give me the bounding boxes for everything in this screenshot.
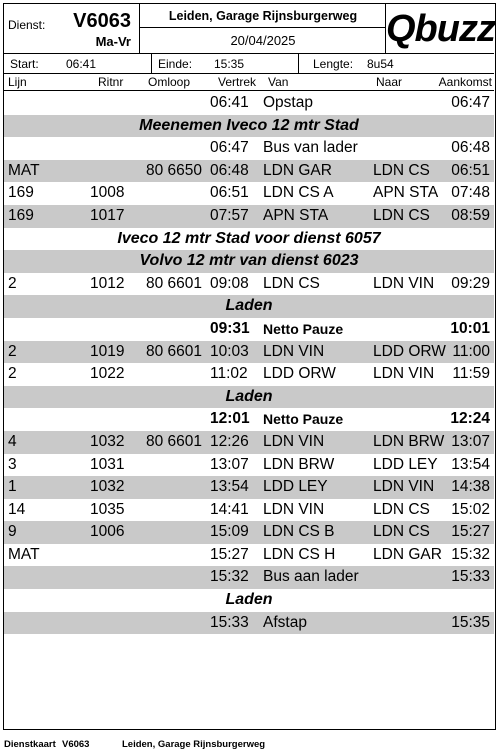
cell-aankomst: 07:48 bbox=[451, 184, 490, 202]
cell-aankomst: 06:51 bbox=[451, 161, 490, 179]
cell-aankomst: 13:54 bbox=[451, 455, 490, 473]
einde-value: 15:35 bbox=[214, 57, 245, 71]
section-title: Meenemen Iveco 12 mtr Stad bbox=[139, 116, 359, 134]
dienst-label: Dienst: bbox=[8, 18, 46, 32]
section-row bbox=[4, 295, 494, 318]
footer-label: Dienstkaart bbox=[4, 739, 56, 750]
start-value: 06:41 bbox=[66, 57, 97, 71]
cell-lijn: 14 bbox=[8, 500, 26, 518]
trip-row bbox=[4, 273, 494, 296]
trip-row bbox=[4, 160, 494, 183]
cell-van: APN STA bbox=[263, 206, 329, 224]
section-row bbox=[4, 386, 494, 409]
cell-vertrek: 06:47 bbox=[210, 139, 249, 157]
garage-name: Leiden, Garage Rijnsburgerweg bbox=[140, 4, 386, 28]
cell-naar: LDD ORW bbox=[373, 342, 446, 360]
trip-row bbox=[4, 431, 494, 454]
cell-van: LDN BRW bbox=[263, 455, 335, 473]
einde-label: Einde: bbox=[158, 57, 193, 71]
cell-aankomst: 10:01 bbox=[450, 319, 490, 337]
col-ritnr: Ritnr bbox=[98, 75, 124, 89]
trip-row bbox=[4, 566, 494, 589]
cell-aankomst: 06:48 bbox=[451, 139, 490, 157]
cell-aankomst: 14:38 bbox=[451, 478, 490, 496]
cell-lijn: 2 bbox=[8, 365, 17, 383]
cell-lijn: 169 bbox=[8, 206, 34, 224]
qbuzz-logo: Qbuzz bbox=[386, 8, 495, 50]
cell-van: LDN VIN bbox=[263, 342, 325, 360]
cell-naar: LDN GAR bbox=[373, 545, 442, 563]
cell-vertrek: 13:07 bbox=[210, 455, 249, 473]
pause-row bbox=[4, 408, 494, 431]
trip-row bbox=[4, 454, 494, 477]
cell-ritnr: 1032 bbox=[90, 432, 125, 450]
cell-omloop: 80 6601 bbox=[146, 342, 203, 360]
cell-aankomst: 13:07 bbox=[451, 432, 490, 450]
cell-van: Netto Pauze bbox=[263, 411, 344, 428]
cell-vertrek: 14:41 bbox=[210, 500, 249, 518]
cell-van: LDN VIN bbox=[263, 432, 325, 450]
cell-ritnr: 1019 bbox=[90, 342, 125, 360]
section-row bbox=[4, 228, 494, 251]
trip-row bbox=[4, 521, 494, 544]
cell-naar: LDN BRW bbox=[373, 432, 445, 450]
cell-vertrek: 07:57 bbox=[210, 206, 249, 224]
section-title: Laden bbox=[225, 591, 273, 609]
cell-vertrek: 15:09 bbox=[210, 523, 249, 541]
cell-lijn: 4 bbox=[8, 432, 17, 450]
trip-row bbox=[4, 92, 494, 115]
cell-van: LDD ORW bbox=[263, 365, 336, 383]
cell-van: LDN CS A bbox=[263, 184, 334, 202]
cell-ritnr: 1035 bbox=[90, 500, 125, 518]
cell-van: LDN CS B bbox=[263, 523, 335, 541]
cell-lijn: 2 bbox=[8, 274, 17, 292]
cell-vertrek: 12:01 bbox=[210, 410, 250, 428]
cell-aankomst: 11:59 bbox=[452, 365, 490, 383]
cell-van: LDN CS bbox=[263, 274, 320, 292]
card-header bbox=[4, 4, 494, 54]
cell-van: LDN GAR bbox=[263, 161, 332, 179]
lengte-label: Lengte: bbox=[313, 57, 354, 71]
cell-aankomst: 15:27 bbox=[451, 523, 490, 541]
garage-date-box bbox=[140, 4, 386, 54]
cell-naar: LDN CS bbox=[373, 500, 430, 518]
start-label: Start: bbox=[10, 57, 39, 71]
trip-row bbox=[4, 363, 494, 386]
cell-naar: LDN CS bbox=[373, 523, 430, 541]
cell-ritnr: 1022 bbox=[90, 365, 125, 383]
logo-box bbox=[386, 4, 494, 54]
cell-omloop: 80 6650 bbox=[146, 161, 203, 179]
cell-vertrek: 09:31 bbox=[210, 319, 250, 337]
cell-lijn: 3 bbox=[8, 455, 17, 473]
service-card bbox=[3, 3, 496, 730]
cell-aankomst: 08:59 bbox=[451, 206, 490, 224]
cell-vertrek: 06:48 bbox=[210, 161, 249, 179]
trip-row bbox=[4, 544, 494, 567]
cell-vertrek: 09:08 bbox=[210, 274, 249, 292]
col-naar: Naar bbox=[376, 75, 403, 89]
column-header bbox=[4, 74, 494, 91]
cell-vertrek: 06:51 bbox=[210, 184, 249, 202]
cell-van: LDD LEY bbox=[263, 478, 328, 496]
cell-van: Netto Pauze bbox=[263, 320, 344, 337]
times-row bbox=[4, 54, 494, 74]
col-lijn: Lijn bbox=[8, 75, 27, 89]
cell-vertrek: 15:32 bbox=[210, 568, 249, 586]
lengte-value: 8u54 bbox=[367, 57, 394, 71]
trip-row bbox=[4, 137, 494, 160]
section-title: Laden bbox=[225, 297, 273, 315]
cell-aankomst: 15:32 bbox=[451, 545, 490, 563]
cell-lijn: 169 bbox=[8, 184, 34, 202]
cell-naar: LDN VIN bbox=[373, 365, 435, 383]
cell-omloop: 80 6601 bbox=[146, 432, 203, 450]
cell-ritnr: 1031 bbox=[90, 455, 125, 473]
cell-lijn: MAT bbox=[8, 161, 40, 179]
col-vertrek: Vertrek bbox=[218, 75, 257, 89]
cell-van: Opstap bbox=[263, 94, 313, 111]
cell-van: Bus aan lader bbox=[263, 568, 359, 586]
cell-vertrek: 15:27 bbox=[210, 545, 249, 563]
cell-lijn: 1 bbox=[8, 478, 17, 496]
cell-aankomst: 15:35 bbox=[451, 613, 490, 631]
cell-vertrek: 12:26 bbox=[210, 432, 249, 450]
cell-van: LDN VIN bbox=[263, 500, 325, 518]
trip-row bbox=[4, 205, 494, 228]
section-row bbox=[4, 589, 494, 612]
section-title: Laden bbox=[225, 387, 273, 405]
trip-row bbox=[4, 182, 494, 205]
trip-row bbox=[4, 499, 494, 522]
cell-lijn: MAT bbox=[8, 545, 40, 563]
cell-lijn: 2 bbox=[8, 342, 17, 360]
cell-vertrek: 10:03 bbox=[210, 342, 249, 360]
cell-naar: LDD LEY bbox=[373, 455, 438, 473]
lengte-cell bbox=[299, 54, 494, 74]
col-aankomst: Aankomst bbox=[438, 75, 492, 89]
cell-naar: LDN CS bbox=[373, 206, 430, 224]
section-title: Volvo 12 mtr van dienst 6023 bbox=[139, 252, 359, 270]
section-row bbox=[4, 115, 494, 138]
dienst-box bbox=[4, 4, 140, 54]
pause-row bbox=[4, 318, 494, 341]
cell-vertrek: 13:54 bbox=[210, 478, 249, 496]
start-cell bbox=[4, 54, 152, 74]
service-date: 20/04/2025 bbox=[230, 33, 296, 48]
cell-vertrek: 15:33 bbox=[210, 613, 249, 631]
cell-ritnr: 1006 bbox=[90, 523, 125, 541]
schedule-rows bbox=[4, 92, 494, 634]
cell-ritnr: 1032 bbox=[90, 478, 125, 496]
cell-naar: LDN VIN bbox=[373, 478, 435, 496]
section-row bbox=[4, 250, 494, 273]
cell-lijn: 9 bbox=[8, 523, 17, 541]
section-title: Iveco 12 mtr Stad voor dienst 6057 bbox=[117, 229, 381, 247]
cell-vertrek: 06:41 bbox=[210, 94, 249, 111]
footer-garage: Leiden, Garage Rijnsburgerweg bbox=[122, 739, 266, 750]
cell-vertrek: 11:02 bbox=[210, 365, 248, 383]
trip-row bbox=[4, 341, 494, 364]
cell-naar: LDN VIN bbox=[373, 274, 435, 292]
footer-code: V6063 bbox=[62, 739, 90, 750]
dienst-days: Ma-Vr bbox=[95, 34, 131, 49]
cell-ritnr: 1008 bbox=[90, 184, 125, 202]
cell-van: LDN CS H bbox=[263, 545, 336, 563]
cell-aankomst: 12:24 bbox=[450, 410, 490, 428]
trip-row bbox=[4, 476, 494, 499]
cell-van: Bus van lader bbox=[263, 139, 358, 157]
cell-naar: APN STA bbox=[373, 184, 439, 202]
cell-omloop: 80 6601 bbox=[146, 274, 203, 292]
trip-row bbox=[4, 612, 494, 635]
cell-naar: LDN CS bbox=[373, 161, 430, 179]
einde-cell bbox=[152, 54, 299, 74]
cell-aankomst: 15:33 bbox=[451, 568, 490, 586]
col-omloop: Omloop bbox=[148, 75, 191, 89]
cell-aankomst: 06:47 bbox=[451, 94, 490, 111]
cell-aankomst: 11:00 bbox=[452, 342, 490, 360]
cell-aankomst: 15:02 bbox=[451, 500, 490, 518]
cell-aankomst: 09:29 bbox=[451, 274, 490, 292]
cell-ritnr: 1012 bbox=[90, 274, 125, 292]
cell-ritnr: 1017 bbox=[90, 206, 125, 224]
cell-van: Afstap bbox=[263, 613, 307, 631]
dienst-code: V6063 bbox=[73, 10, 131, 32]
col-van: Van bbox=[268, 75, 289, 89]
